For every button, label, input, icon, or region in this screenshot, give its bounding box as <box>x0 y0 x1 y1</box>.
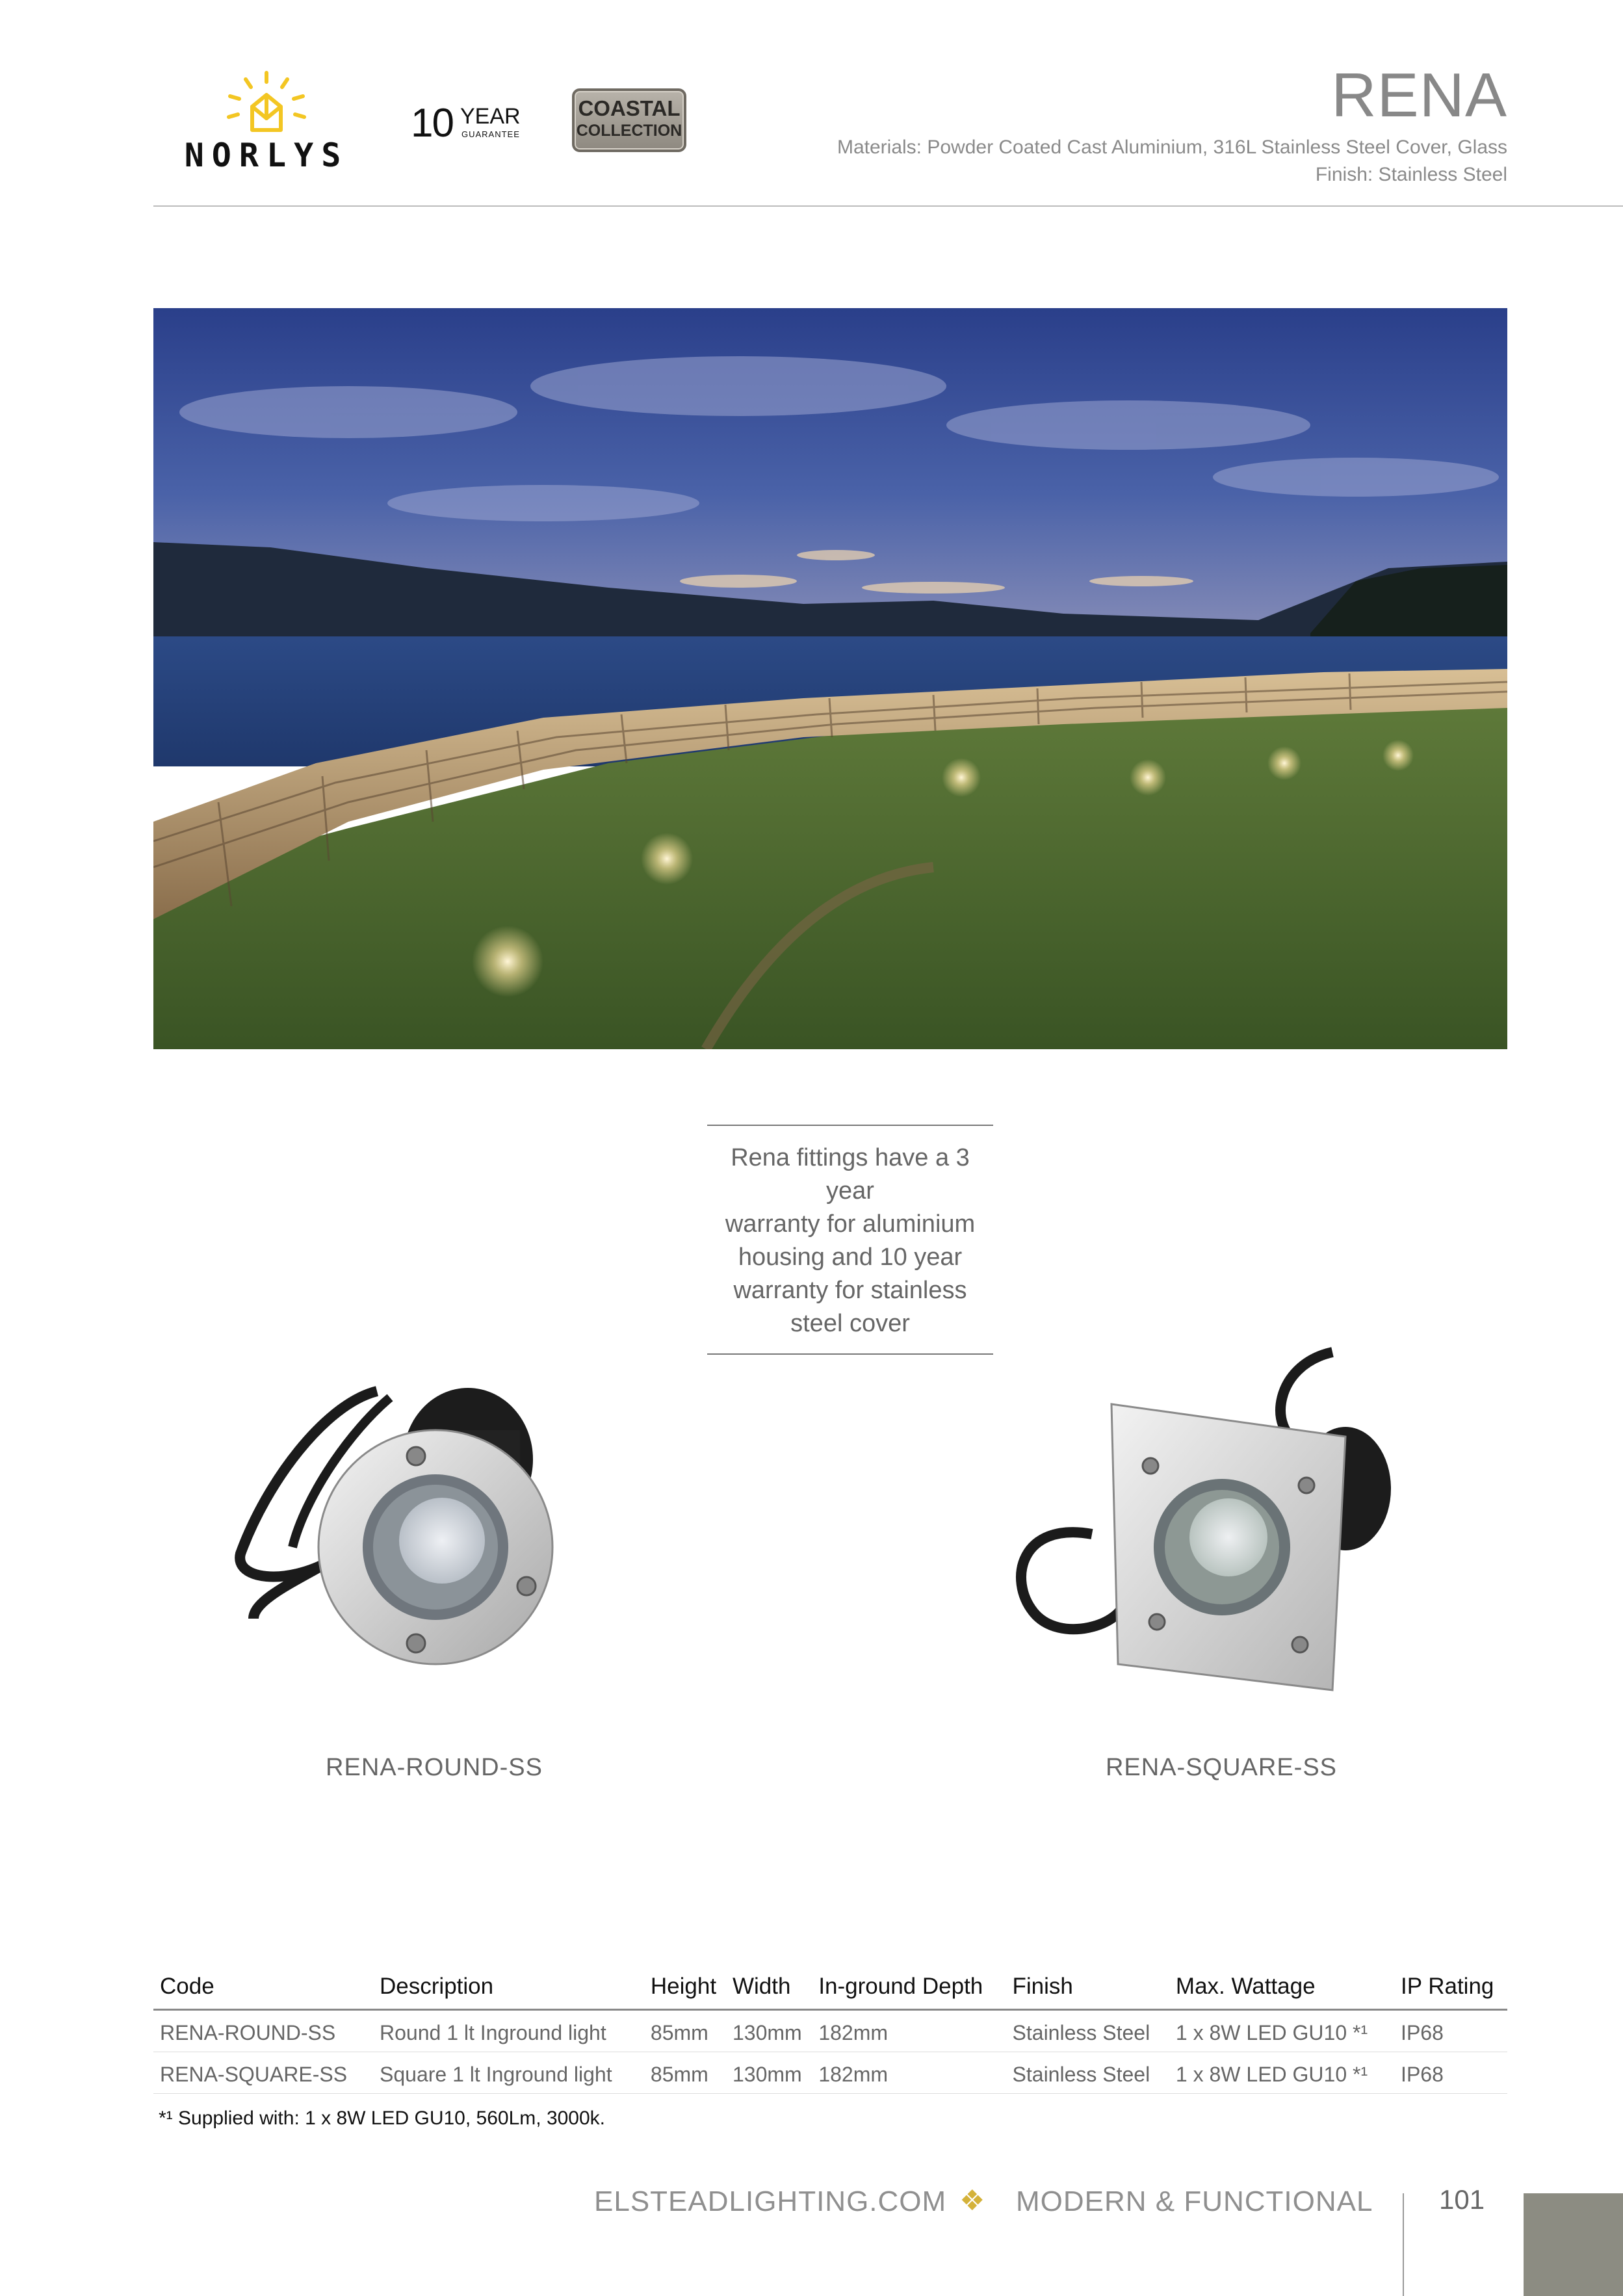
col-description: Description <box>373 1974 644 2010</box>
guarantee-unit: YEAR <box>460 104 521 129</box>
cell-finish: Stainless Steel <box>1006 2052 1169 2094</box>
product-code-square: RENA-SQUARE-SS <box>1105 1754 1338 1781</box>
cell-code: RENA-ROUND-SS <box>153 2010 373 2052</box>
col-ip-rating: IP Rating <box>1394 1974 1507 2010</box>
coastal-line-2: COLLECTION <box>576 122 682 140</box>
col-height: Height <box>644 1974 726 2010</box>
cell-height: 85mm <box>644 2052 726 2094</box>
product-specs-header <box>837 134 1507 189</box>
col-depth: In-ground Depth <box>812 1974 1006 2010</box>
hero-photo <box>153 308 1507 1049</box>
table-row <box>153 2010 1507 2052</box>
cell-width: 130mm <box>726 2052 812 2094</box>
footer-website-link[interactable]: ELSTEADLIGHTING.COM <box>594 2185 947 2217</box>
footer-divider <box>1403 2193 1404 2296</box>
col-finish: Finish <box>1006 1974 1169 2010</box>
warranty-note-line: steel cover <box>790 1310 910 1337</box>
product-code-round: RENA-ROUND-SS <box>326 1754 543 1781</box>
brand-logo <box>175 70 357 181</box>
cell-description: Round 1 lt Inground light <box>373 2010 644 2052</box>
cell-wattage: 1 x 8W LED GU10 *¹ <box>1169 2052 1394 2094</box>
warranty-note-line: warranty for stainless <box>733 1277 967 1304</box>
cell-code: RENA-SQUARE-SS <box>153 2052 373 2094</box>
coastal-line-1: COASTAL <box>578 96 681 120</box>
cell-height: 85mm <box>644 2010 726 2052</box>
page-title: RENA <box>1331 60 1507 130</box>
footer-section-title: MODERN & FUNCTIONAL <box>1016 2185 1373 2217</box>
warranty-note <box>707 1125 993 1355</box>
table-row <box>153 2052 1507 2094</box>
table-header-row <box>153 1974 1507 2010</box>
brand-wordmark: NORLYS <box>184 137 349 174</box>
cell-ip-rating: IP68 <box>1394 2010 1507 2052</box>
coastal-collection-badge <box>572 88 686 152</box>
cell-description: Square 1 lt Inground light <box>373 2052 644 2094</box>
header-divider <box>153 205 1623 207</box>
sun-house-icon <box>221 70 312 142</box>
col-wattage: Max. Wattage <box>1169 1974 1394 2010</box>
spec-table <box>153 1974 1507 2094</box>
page-number: 101 <box>1439 2184 1485 2215</box>
diamond-separator-icon: ❖ <box>959 2185 985 2217</box>
cell-width: 130mm <box>726 2010 812 2052</box>
coastal-garden-scene <box>153 308 1507 1049</box>
cell-wattage: 1 x 8W LED GU10 *¹ <box>1169 2010 1394 2052</box>
warranty-note-line: warranty for aluminium <box>725 1210 976 1238</box>
cell-depth: 182mm <box>812 2010 1006 2052</box>
warranty-note-line: Rena fittings have a 3 year <box>731 1144 970 1205</box>
cell-depth: 182mm <box>812 2052 1006 2094</box>
materials-text: Materials: Powder Coated Cast Aluminium, 316L Stainless Steel Cover, Glass <box>837 137 1507 158</box>
warranty-note-line: housing and 10 year <box>738 1244 963 1271</box>
guarantee-word: GUARANTEE <box>461 129 520 139</box>
table-footnote: *¹ Supplied with: 1 x 8W LED GU10, 560Lm, 3000k. <box>159 2107 606 2129</box>
guarantee-number: 10 <box>411 101 453 146</box>
col-code: Code <box>153 1974 373 2010</box>
rena-square-product-image <box>994 1339 1410 1703</box>
finish-text: Finish: Stainless Steel <box>1315 164 1507 185</box>
page-tab-marker <box>1524 2193 1623 2296</box>
cell-finish: Stainless Steel <box>1006 2010 1169 2052</box>
rena-round-product-image <box>227 1352 643 1716</box>
col-width: Width <box>726 1974 812 2010</box>
cell-ip-rating: IP68 <box>1394 2052 1507 2094</box>
